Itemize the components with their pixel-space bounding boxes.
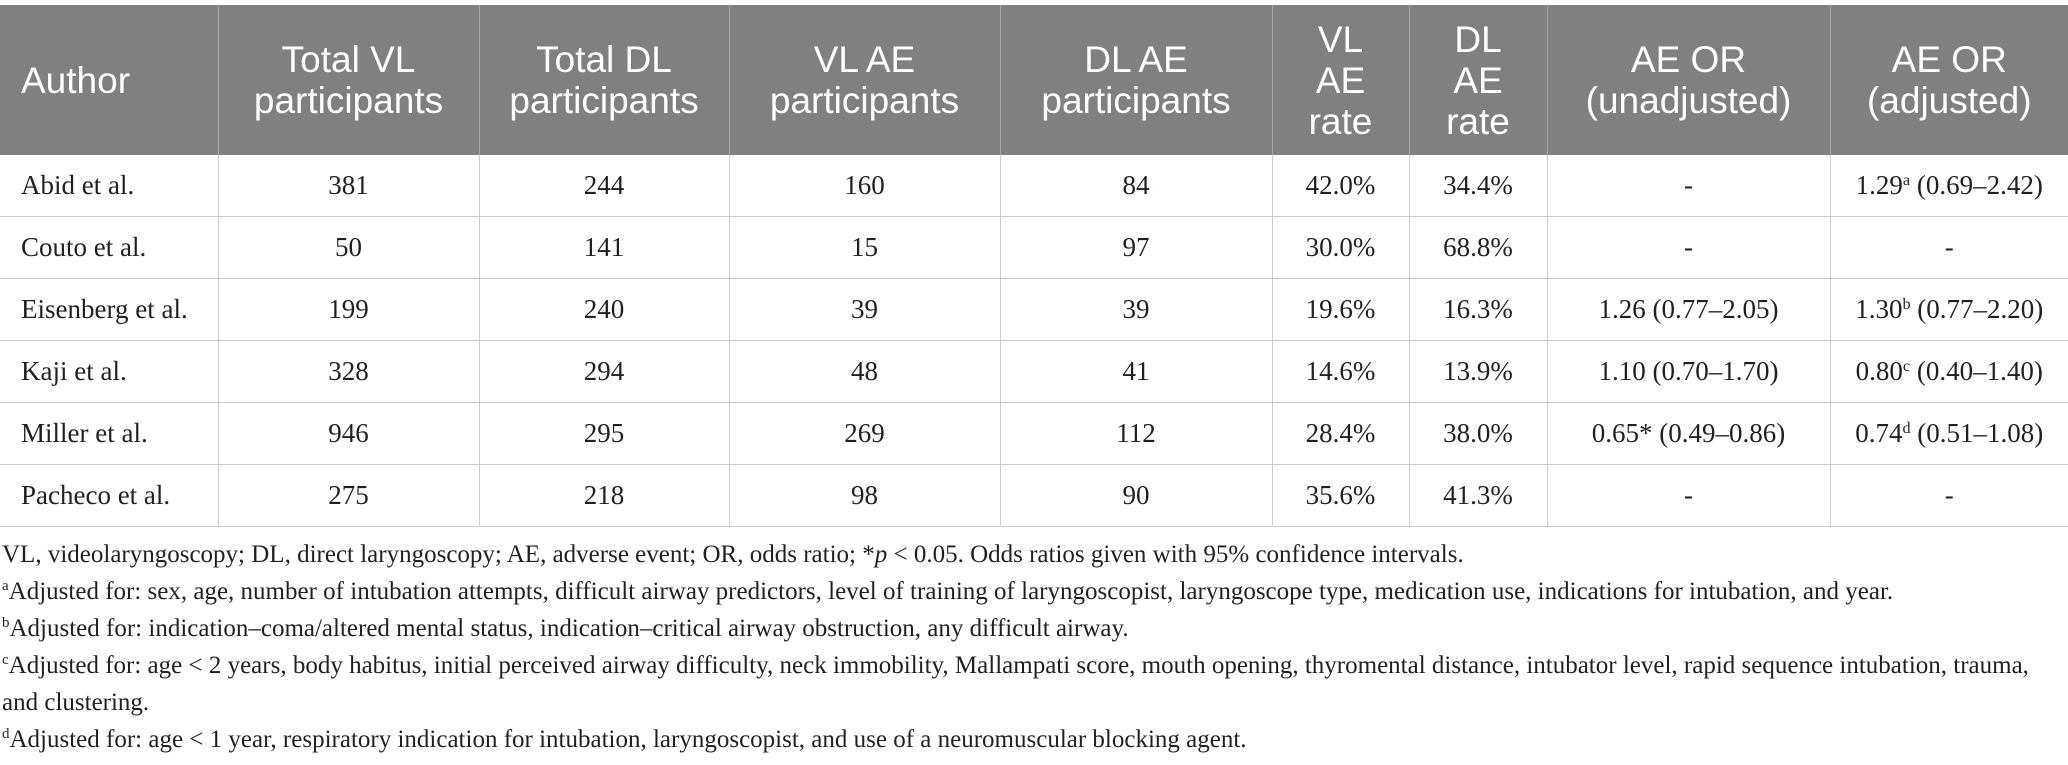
or-value: 0.65* — [1591, 418, 1653, 448]
header-vl-ae-rate: VL AE rate — [1272, 5, 1409, 155]
total-dl-cell: 295 — [479, 403, 729, 465]
or-value: - — [1684, 480, 1693, 510]
p-value-symbol: p — [874, 541, 888, 568]
confidence-interval: (0.70–1.70) — [1652, 356, 1779, 386]
footnote-b — [2, 610, 2064, 647]
table-row — [0, 341, 2068, 403]
header-ae-or-unadjusted: AE OR (unadjusted) — [1547, 5, 1830, 155]
ae-or-unadjusted-cell — [1547, 403, 1830, 465]
footnote-a — [2, 573, 2064, 610]
or-value: 1.10 — [1598, 356, 1646, 386]
footnote-marker: c — [1902, 357, 1911, 376]
ae-or-adjusted-cell — [1830, 341, 2068, 403]
vl-ae-cell: 39 — [729, 279, 1000, 341]
confidence-interval: (0.77–2.20) — [1917, 294, 2044, 324]
footnote-text: Adjusted for: age < 1 year, respiratory indication for intubation, laryngoscopist, and use of a neuromuscular blocking agent. — [9, 726, 1247, 753]
table-row — [0, 403, 2068, 465]
author-cell: Eisenberg et al. — [0, 279, 218, 341]
vl-ae-rate-cell: 28.4% — [1272, 403, 1409, 465]
vl-ae-rate-cell: 35.6% — [1272, 465, 1409, 527]
ae-or-adjusted-cell — [1830, 403, 2068, 465]
dl-ae-cell: 84 — [1000, 155, 1272, 217]
vl-ae-cell: 15 — [729, 217, 1000, 279]
or-value: 0.80 — [1855, 356, 1903, 386]
abbreviations-text-end: < 0.05. Odds ratios given with 95% confidence intervals. — [887, 541, 1464, 568]
footnote-text: Adjusted for: sex, age, number of intubation attempts, difficult airway predictors, level of training of laryngoscopist, laryngoscope type, medication use, indications for intubation, and year. — [8, 578, 1894, 605]
or-value: 1.26 — [1598, 294, 1646, 324]
table-row — [0, 217, 2068, 279]
ae-or-adjusted-cell — [1830, 217, 2068, 279]
confidence-interval: (0.49–0.86) — [1659, 418, 1786, 448]
author-cell: Abid et al. — [0, 155, 218, 217]
dl-ae-rate-cell: 68.8% — [1409, 217, 1547, 279]
total-dl-cell: 218 — [479, 465, 729, 527]
total-dl-cell: 240 — [479, 279, 729, 341]
author-cell: Pacheco et al. — [0, 465, 218, 527]
total-vl-cell: 328 — [218, 341, 479, 403]
ae-or-unadjusted-cell — [1547, 155, 1830, 217]
header-ae-or-adjusted: AE OR (adjusted) — [1830, 5, 2068, 155]
vl-ae-rate-cell: 14.6% — [1272, 341, 1409, 403]
total-dl-cell: 141 — [479, 217, 729, 279]
header-dl-ae-rate: DL AE rate — [1409, 5, 1547, 155]
ae-or-unadjusted-cell — [1547, 217, 1830, 279]
or-value: - — [1684, 232, 1693, 262]
footnote-d — [2, 721, 2064, 758]
ae-or-adjusted-cell — [1830, 155, 2068, 217]
vl-ae-cell: 269 — [729, 403, 1000, 465]
author-cell: Kaji et al. — [0, 341, 218, 403]
vl-ae-rate-cell: 30.0% — [1272, 217, 1409, 279]
header-author: Author — [0, 5, 218, 155]
total-vl-cell: 50 — [218, 217, 479, 279]
author-cell: Couto et al. — [0, 217, 218, 279]
or-value: 1.30 — [1855, 294, 1903, 324]
footnote-text: Adjusted for: indication–coma/altered mental status, indication–critical airway obstruction, any difficult airway. — [9, 615, 1129, 642]
footnote-marker: a — [2, 578, 9, 594]
confidence-interval: (0.69–2.42) — [1916, 170, 2043, 200]
dl-ae-rate-cell: 16.3% — [1409, 279, 1547, 341]
vl-ae-rate-cell: 19.6% — [1272, 279, 1409, 341]
ae-or-adjusted-cell — [1830, 465, 2068, 527]
vl-ae-rate-cell: 42.0% — [1272, 155, 1409, 217]
ae-or-unadjusted-cell — [1547, 279, 1830, 341]
total-vl-cell: 946 — [218, 403, 479, 465]
total-dl-cell: 244 — [479, 155, 729, 217]
results-table — [0, 5, 2068, 527]
confidence-interval: (0.77–2.05) — [1652, 294, 1779, 324]
vl-ae-cell: 98 — [729, 465, 1000, 527]
table-row — [0, 279, 2068, 341]
footnote-c — [2, 647, 2064, 721]
or-value: - — [1944, 232, 1954, 262]
header-total-dl: Total DL participants — [479, 5, 729, 155]
header-vl-ae: VL AE participants — [729, 5, 1000, 155]
or-value: 1.29 — [1855, 170, 1903, 200]
ae-or-unadjusted-cell — [1547, 465, 1830, 527]
total-dl-cell: 294 — [479, 341, 729, 403]
confidence-interval: (0.40–1.40) — [1916, 356, 2043, 386]
footnote-marker: b — [2, 615, 10, 631]
ae-or-unadjusted-cell — [1547, 341, 1830, 403]
total-vl-cell: 275 — [218, 465, 479, 527]
footnote-marker: b — [1902, 295, 1911, 314]
author-cell: Miller et al. — [0, 403, 218, 465]
abbreviations-text: VL, videolaryngoscopy; DL, direct laryngoscopy; AE, adverse event; OR, odds ratio; * — [2, 541, 875, 568]
confidence-interval: (0.51–1.08) — [1917, 418, 2044, 448]
or-value: - — [1944, 480, 1954, 510]
dl-ae-rate-cell: 38.0% — [1409, 403, 1547, 465]
footnote-marker: d — [1902, 419, 1911, 438]
vl-ae-cell: 160 — [729, 155, 1000, 217]
dl-ae-cell: 90 — [1000, 465, 1272, 527]
table-row — [0, 155, 2068, 217]
or-value: - — [1684, 170, 1693, 200]
table-footnotes — [2, 536, 2064, 758]
footnote-marker: a — [1902, 171, 1911, 190]
vl-ae-cell: 48 — [729, 341, 1000, 403]
dl-ae-rate-cell: 13.9% — [1409, 341, 1547, 403]
dl-ae-rate-cell: 41.3% — [1409, 465, 1547, 527]
header-dl-ae: DL AE participants — [1000, 5, 1272, 155]
or-value: 0.74 — [1855, 418, 1903, 448]
dl-ae-cell: 112 — [1000, 403, 1272, 465]
dl-ae-cell: 39 — [1000, 279, 1272, 341]
total-vl-cell: 199 — [218, 279, 479, 341]
header-total-vl: Total VL participants — [218, 5, 479, 155]
dl-ae-rate-cell: 34.4% — [1409, 155, 1547, 217]
footnote-text: Adjusted for: age < 2 years, body habitus, initial perceived airway difficulty, neck immobility, Mallampati score, mouth opening, thyromental distance, intubator level, rapid sequence intubation, trauma, and clustering. — [2, 652, 2029, 716]
table-row — [0, 465, 2068, 527]
dl-ae-cell: 97 — [1000, 217, 1272, 279]
total-vl-cell: 381 — [218, 155, 479, 217]
footnote-marker: d — [2, 726, 10, 742]
header-row — [0, 5, 2068, 155]
dl-ae-cell: 41 — [1000, 341, 1272, 403]
abbreviations-note — [2, 536, 2064, 573]
footnote-marker: c — [2, 652, 9, 668]
ae-or-adjusted-cell — [1830, 279, 2068, 341]
